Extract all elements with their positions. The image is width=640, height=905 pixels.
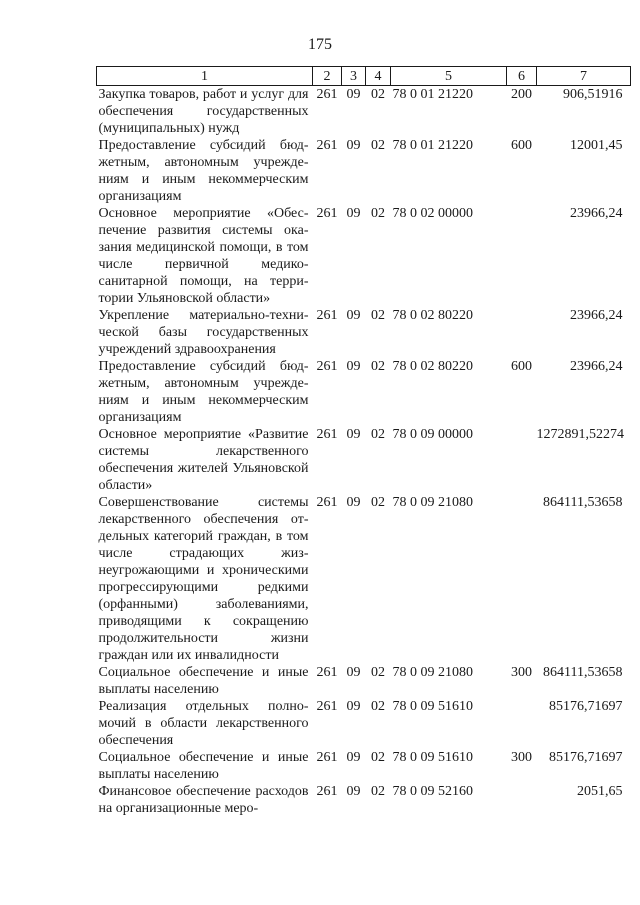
row-ministry-code: 261 xyxy=(316,665,338,680)
row-target-code: 78 0 09 00000 xyxy=(392,427,473,442)
row-subsection-code: 02 xyxy=(371,665,385,680)
row-name: Реализация отдельных полномочий в области лекарственного обеспечения xyxy=(98,699,309,748)
row-expense-type xyxy=(507,783,537,817)
row-expense-type xyxy=(507,426,537,494)
row-subsection-code: 02 xyxy=(371,308,385,323)
row-ministry-code: 261 xyxy=(316,784,338,799)
table-row xyxy=(97,426,631,494)
row-name: Совершенствование системы лекарственного обеспечения отдельных категорий граждан, в том числе страдающих жизнеугрожающими и хроническими прогрессирующими редкими (орфанными) заболеваниями, приводящими к сокращению продолжительности жизни граждан или их инвалидности xyxy=(98,495,309,663)
row-name: Основное мероприятие «Обеспечение развития системы оказания медицинской помощи, в том числе первичной медико-санитарной помощи, на территории Ульяновской области» xyxy=(98,206,309,306)
column-header-section: 3 xyxy=(342,67,366,86)
row-ministry-code: 261 xyxy=(316,308,338,323)
row-section-code: 09 xyxy=(346,665,361,680)
row-name: Укрепление материально-технической базы государственных учреждений здравоохранения xyxy=(98,308,309,357)
row-expense-type: 300 xyxy=(511,665,532,680)
row-subsection-code: 02 xyxy=(371,699,385,714)
table-row xyxy=(97,205,631,307)
row-subsection-code: 02 xyxy=(371,87,385,102)
table-row xyxy=(97,698,631,749)
row-subsection-code: 02 xyxy=(371,784,385,799)
row-amount: 23966,24 xyxy=(570,359,623,374)
table-row xyxy=(97,494,631,664)
row-amount: 12001,45 xyxy=(570,138,623,153)
row-section-code: 09 xyxy=(346,359,361,374)
table-row xyxy=(97,358,631,426)
table-row xyxy=(97,749,631,783)
row-amount: 864111,53658 xyxy=(543,495,623,510)
column-header-subsection: 4 xyxy=(366,67,391,86)
row-target-code: 78 0 02 80220 xyxy=(392,308,473,323)
column-header-amount: 7 xyxy=(537,67,631,86)
page-number: 175 xyxy=(308,36,332,53)
row-amount: 85176,71697 xyxy=(549,699,623,714)
row-expense-type: 600 xyxy=(511,138,532,153)
row-subsection-code: 02 xyxy=(371,359,385,374)
row-section-code: 09 xyxy=(346,699,361,714)
row-amount: 2051,65 xyxy=(577,784,623,799)
row-target-code: 78 0 09 51610 xyxy=(392,750,473,765)
table-row xyxy=(97,664,631,698)
row-section-code: 09 xyxy=(346,427,361,442)
row-amount: 864111,53658 xyxy=(543,665,623,680)
row-expense-type: 200 xyxy=(511,87,532,102)
budget-table xyxy=(96,66,631,817)
row-target-code: 78 0 09 21080 xyxy=(392,495,473,510)
column-header-ministry: 2 xyxy=(313,67,342,86)
column-header-expense: 6 xyxy=(507,67,537,86)
row-target-code: 78 0 09 51610 xyxy=(392,699,473,714)
row-name: Предоставление субсидий бюджетным, автономным учреждениям и иным некоммерческим организациям xyxy=(98,359,309,425)
row-amount: 23966,24 xyxy=(570,206,623,221)
row-section-code: 09 xyxy=(346,495,361,510)
row-name: Социальное обеспечение и иные выплаты населению xyxy=(98,665,309,697)
row-amount: 23966,24 xyxy=(570,308,623,323)
row-section-code: 09 xyxy=(346,308,361,323)
row-ministry-code: 261 xyxy=(316,750,338,765)
row-target-code: 78 0 02 80220 xyxy=(392,359,473,374)
row-name: Предоставление субсидий бюджетным, автономным учреждениям и иным некоммерческим организациям xyxy=(98,138,309,204)
column-number-header xyxy=(97,67,631,86)
row-subsection-code: 02 xyxy=(371,750,385,765)
row-amount: 1272891,52274 xyxy=(536,427,624,442)
row-expense-type xyxy=(507,494,537,664)
row-expense-type: 300 xyxy=(511,750,532,765)
row-ministry-code: 261 xyxy=(316,206,338,221)
row-name: Социальное обеспечение и иные выплаты населению xyxy=(98,750,309,782)
row-name: Закупка товаров, работ и услуг для обеспечения государственных (муниципальных) нужд xyxy=(98,87,309,136)
row-target-code: 78 0 02 00000 xyxy=(392,206,473,221)
row-ministry-code: 261 xyxy=(316,495,338,510)
row-amount: 906,51916 xyxy=(563,87,623,102)
row-ministry-code: 261 xyxy=(316,138,338,153)
row-ministry-code: 261 xyxy=(316,359,338,374)
row-target-code: 78 0 09 21080 xyxy=(392,665,473,680)
row-subsection-code: 02 xyxy=(371,427,385,442)
row-section-code: 09 xyxy=(346,87,361,102)
row-ministry-code: 261 xyxy=(316,87,338,102)
table-row xyxy=(97,783,631,817)
row-section-code: 09 xyxy=(346,206,361,221)
column-header-name: 1 xyxy=(97,67,313,86)
table-body xyxy=(97,86,631,818)
row-expense-type xyxy=(507,698,537,749)
table-row xyxy=(97,86,631,138)
table-row xyxy=(97,307,631,358)
row-expense-type xyxy=(507,307,537,358)
column-header-target: 5 xyxy=(391,67,507,86)
row-ministry-code: 261 xyxy=(316,699,338,714)
row-subsection-code: 02 xyxy=(371,495,385,510)
row-target-code: 78 0 01 21220 xyxy=(392,138,473,153)
row-section-code: 09 xyxy=(346,138,361,153)
row-expense-type xyxy=(507,205,537,307)
row-target-code: 78 0 09 52160 xyxy=(392,784,473,799)
row-expense-type: 600 xyxy=(511,359,532,374)
table-row xyxy=(97,137,631,205)
row-section-code: 09 xyxy=(346,750,361,765)
row-subsection-code: 02 xyxy=(371,138,385,153)
row-subsection-code: 02 xyxy=(371,206,385,221)
row-section-code: 09 xyxy=(346,784,361,799)
row-target-code: 78 0 01 21220 xyxy=(392,87,473,102)
row-name: Основное мероприятие «Развитие системы лекарственного обеспечения жителей Ульяновской области» xyxy=(98,427,309,493)
row-name: Финансовое обеспечение расходов на организационные меро- xyxy=(98,784,309,816)
row-ministry-code: 261 xyxy=(316,427,338,442)
row-amount: 85176,71697 xyxy=(549,750,623,765)
